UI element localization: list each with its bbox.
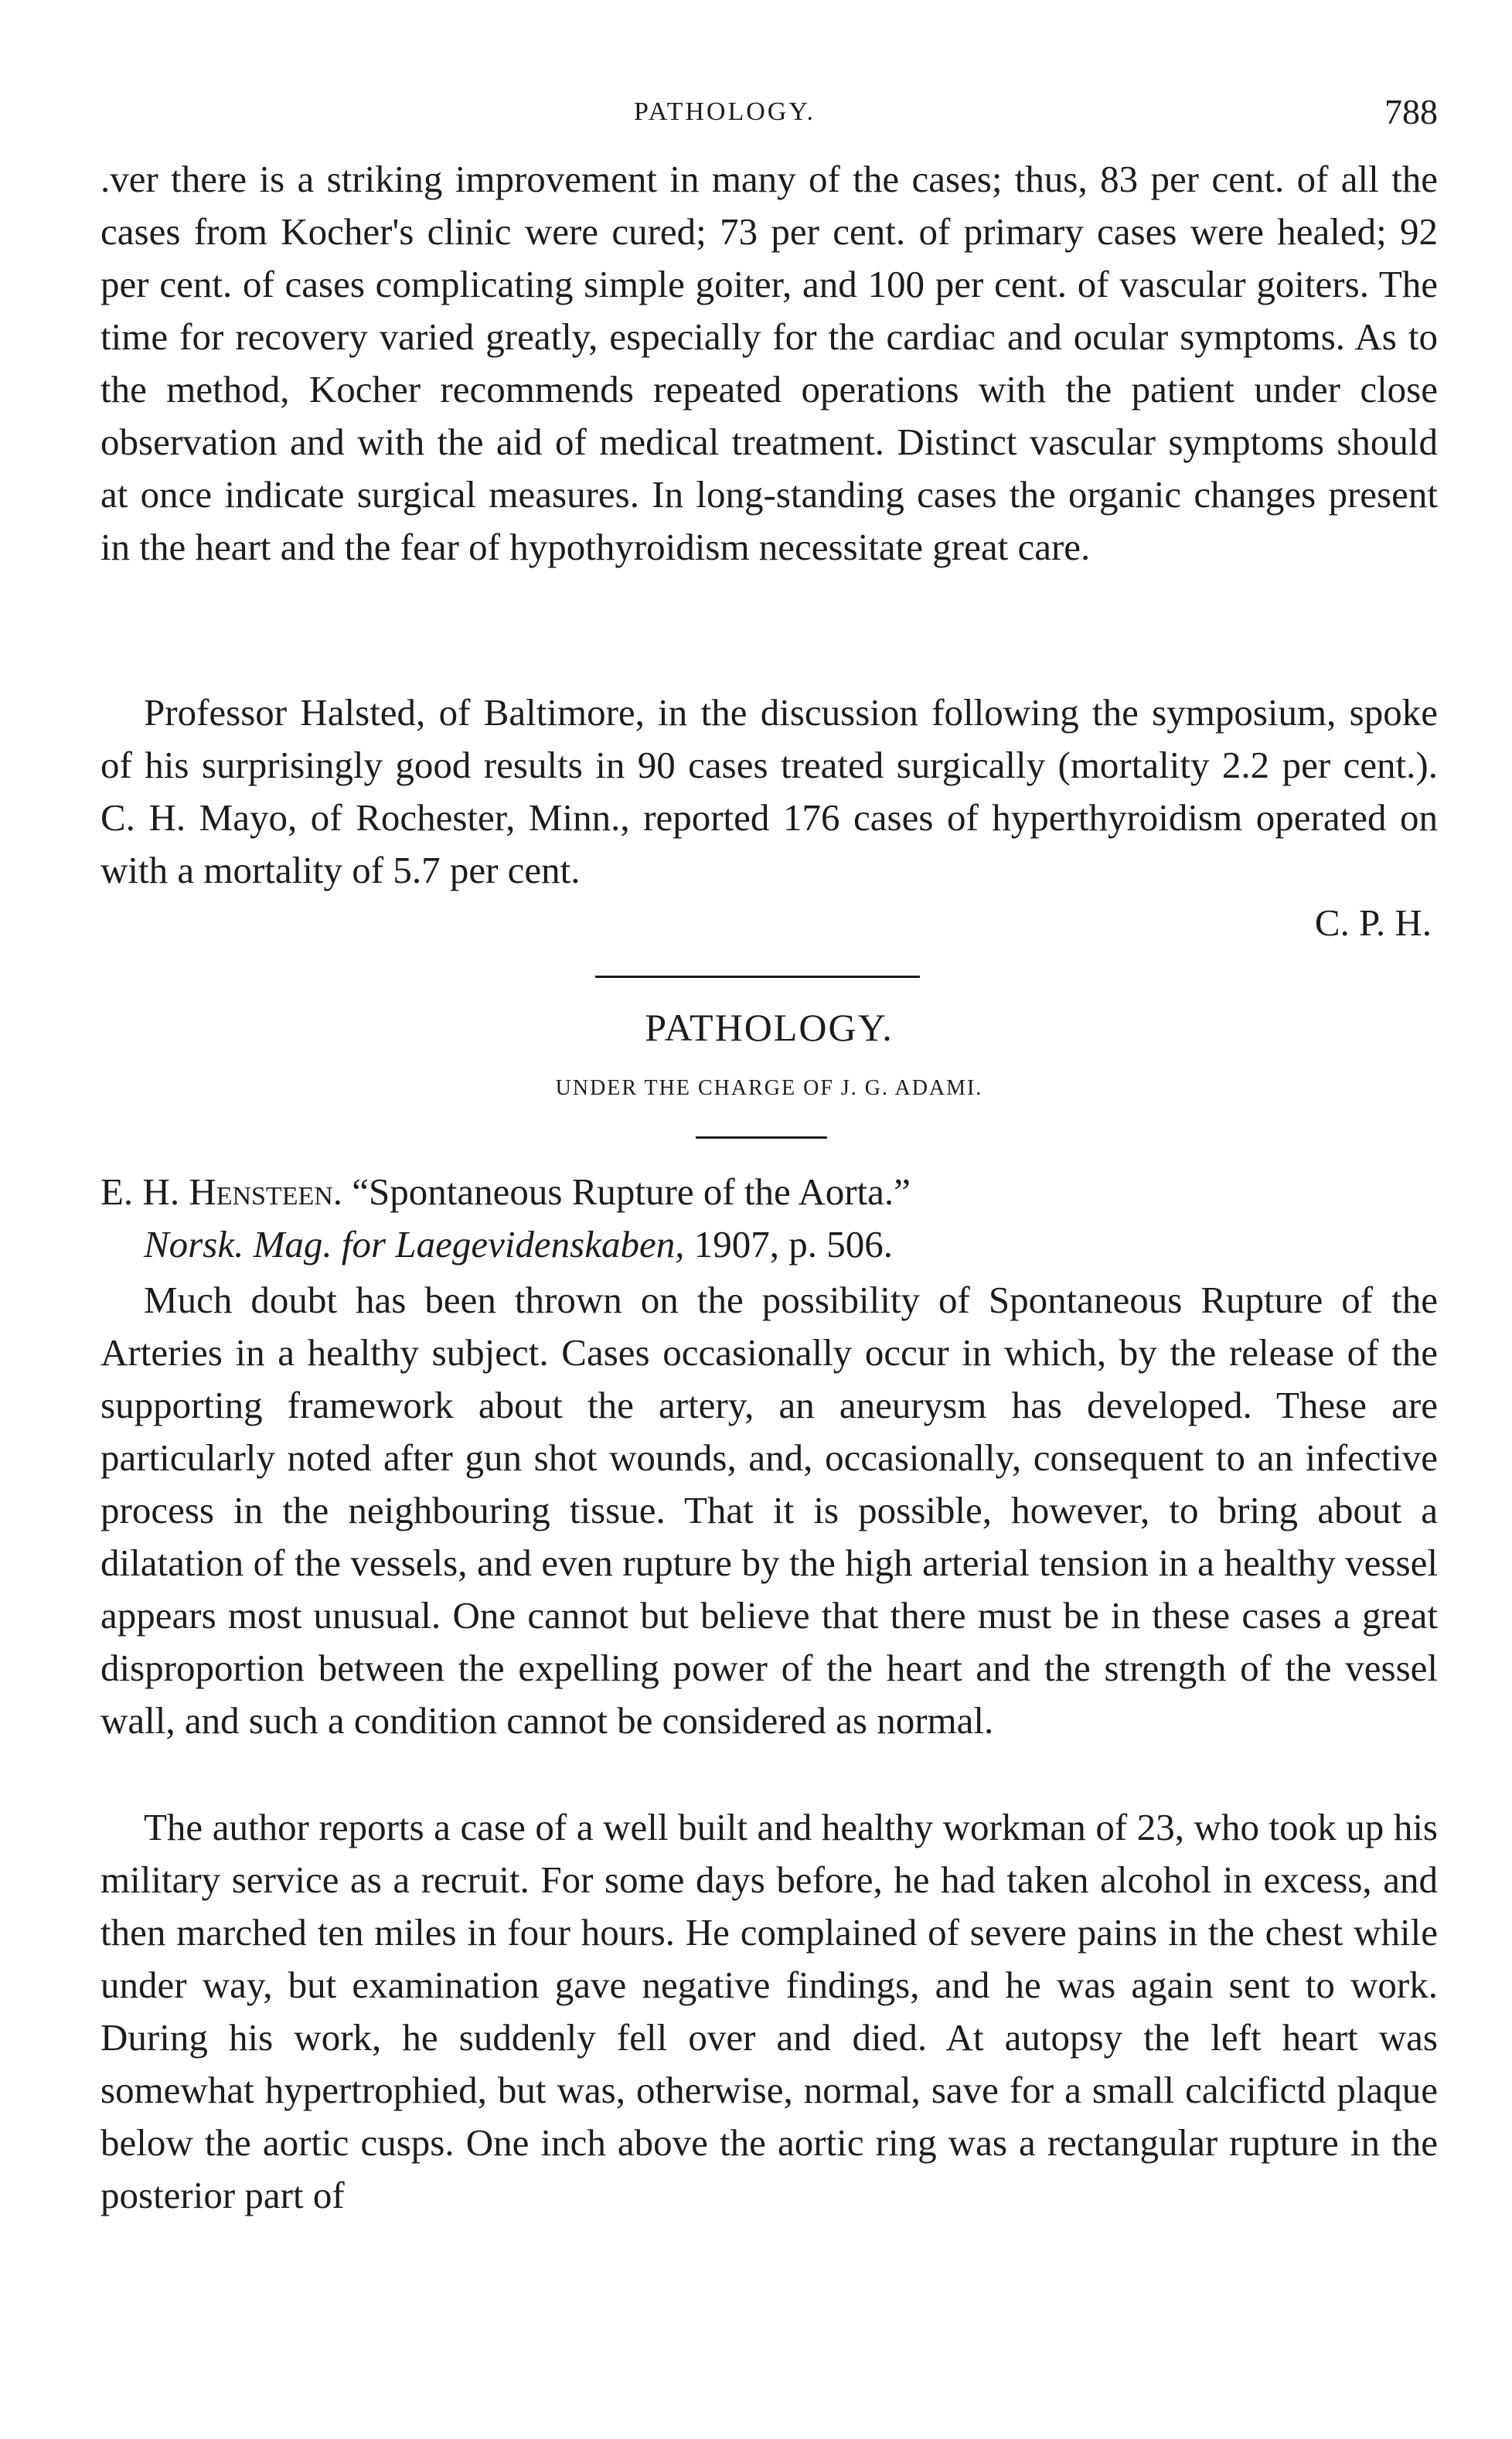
- running-header: [100, 91, 1438, 138]
- section-editor-line: UNDER THE CHARGE OF J. G. ADAMI.: [555, 1076, 983, 1100]
- citation-title: “Spontaneous Rupture of the Aorta.”: [352, 1170, 911, 1213]
- body-text-block: [100, 1274, 1438, 1747]
- author-initials: C. P. H.: [1314, 901, 1432, 944]
- paragraph-case-report: The author reports a case of a well built and healthy workman of 23, who took up his military service as a recruit. For some days before, he had taken alcohol in excess, and then marched ten miles in four hours. He complained of severe pains in the chest while under way, but examination gave negative findings, and he was again sent to work. During his work, he suddenly fell over and died. At autopsy the left heart was somewhat hypertrophied, but was, otherwise, normal, save for a small calcifictd plaque below the aortic cusps. One inch above the aortic ring was a rectangular rupture in the posterior part of: [100, 1806, 1438, 2216]
- paragraph-continued: .ver there is a striking improvement in many of the cases; thus, 83 per cent. of all the cases from Kocher's clinic were cured; 73 per cent. of primary cases were healed; 92 per cent. of cases complicating simple goiter, and 100 per cent. of vascular goiters. The time for recovery varied greatly, especially for the cardiac and ocular symptoms. As to the method, Kocher recommends repeated operations with the patient under close observation and with the aid of medical treatment. Distinct vascular symptoms should at once indicate surgical measures. In long-standing cases the organic changes present in the heart and the fear of hypothyroidism necessitate great care.: [100, 158, 1438, 568]
- citation-author: E. H. Hensteen.: [100, 1170, 343, 1213]
- body-text-block: [100, 686, 1438, 949]
- section-divider-rule: [595, 976, 920, 978]
- subheading-rule: [696, 1136, 827, 1139]
- running-title: PATHOLOGY.: [634, 97, 816, 126]
- citation-year-page: 1907, p. 506.: [693, 1223, 893, 1265]
- body-text-block: [100, 1801, 1438, 2222]
- article-citation: [100, 1166, 1438, 1271]
- section-heading: PATHOLOGY.: [645, 1006, 894, 1049]
- paragraph-halsted: Professor Halsted, of Baltimore, in the discussion following the symposium, spoke of his surprisingly good results in 90 cases treated surgically (mortality 2.2 per cent.). C. H. Mayo, of Rochester, Minn., reported 176 cases of hyperthyroidism operated on with a mortality of 5.7 per cent.: [100, 691, 1438, 891]
- citation-journal: Norsk. Mag. for Laegevidenskaben,: [144, 1223, 685, 1265]
- paragraph-abstract: Much doubt has been thrown on the possibility of Spontaneous Rupture of the Arteries in a healthy subject. Cases occasionally occur in which, by the release of the supporting framework about the artery, an aneurysm has developed. These are particularly noted after gun shot wounds, and, occasionally, consequent to an infective process in the neighbouring tissue. That it is possible, however, to bring about a dilatation of the vessels, and even rupture by the high arterial tension in a healthy vessel appears most unusual. One cannot but believe that there must be in these cases a great disproportion between the expelling power of the heart and the strength of the vessel wall, and such a condition cannot be considered as normal.: [100, 1279, 1438, 1742]
- body-text-block: [100, 153, 1438, 574]
- page-number: 788: [1384, 92, 1438, 131]
- book-page: [100, 0, 1438, 2439]
